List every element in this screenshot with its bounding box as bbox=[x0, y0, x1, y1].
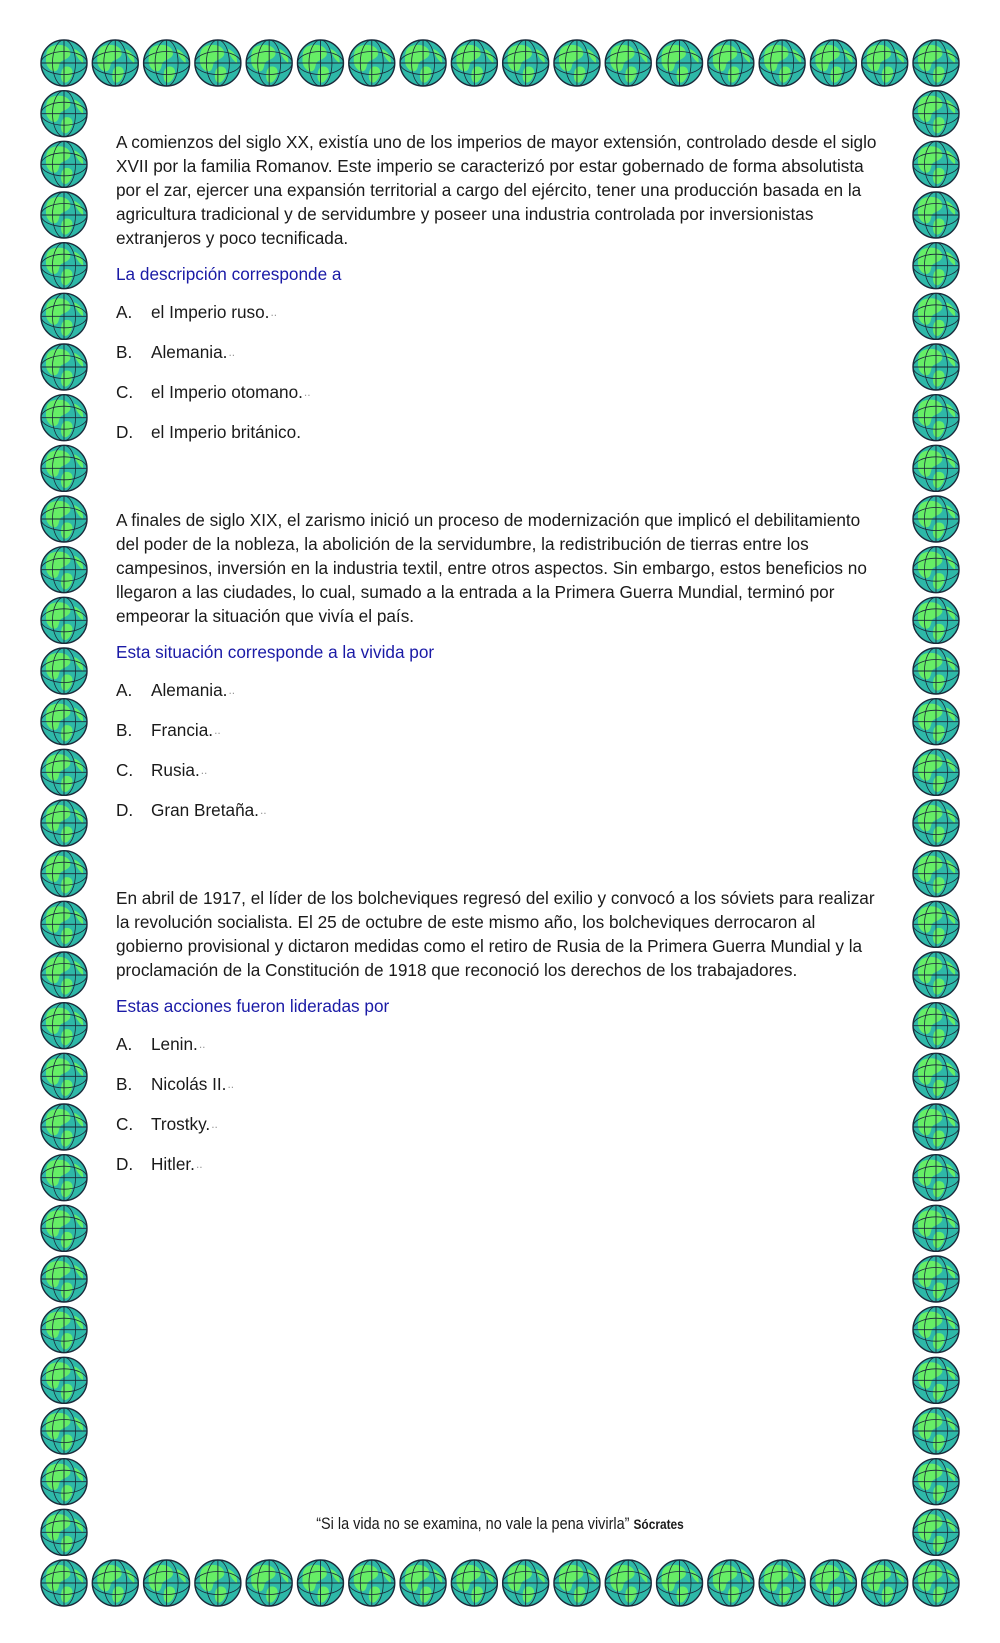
option-letter: B. bbox=[116, 1074, 133, 1094]
question-2 bbox=[116, 508, 886, 838]
globe-icon bbox=[41, 1408, 87, 1454]
globe-icon bbox=[913, 1560, 959, 1606]
globe-icon bbox=[913, 648, 959, 694]
globe-icon bbox=[913, 800, 959, 846]
globe-icon bbox=[708, 40, 754, 86]
globe-icon bbox=[913, 547, 959, 593]
globe-icon bbox=[297, 1560, 343, 1606]
globe-icon bbox=[41, 1560, 87, 1606]
globe-icon bbox=[41, 496, 87, 542]
globe-icon bbox=[41, 91, 87, 137]
globe-icon bbox=[297, 40, 343, 86]
globe-icon bbox=[503, 40, 549, 86]
option-text: Alemania. bbox=[151, 342, 228, 362]
globe-icon bbox=[913, 344, 959, 390]
globe-icon bbox=[913, 496, 959, 542]
globe-icon bbox=[913, 1003, 959, 1049]
globe-icon bbox=[554, 1560, 600, 1606]
question-3-passage: En abril de 1917, el líder de los bolcheviques regresó del exilio y convocó a los sóviets para realizar la revolución socialista. El 25 de octubre de este mismo año, los bolcheviques derrocaron al gobierno provisional y dictaron medidas como el retiro de Rusia de la Primera Guerra Mundial y la proclamación de la Constitución de 1918 que reconoció los derechos de los trabajadores. bbox=[116, 888, 875, 980]
globe-icon bbox=[92, 40, 138, 86]
globe-icon bbox=[41, 1357, 87, 1403]
option-b[interactable] bbox=[116, 340, 886, 380]
answer-marker: .. bbox=[227, 1077, 235, 1091]
globe-icon bbox=[913, 1205, 959, 1251]
globe-icon bbox=[913, 699, 959, 745]
globe-icon bbox=[913, 91, 959, 137]
globe-icon bbox=[913, 293, 959, 339]
globe-icon bbox=[195, 40, 241, 86]
globe-icon bbox=[862, 1560, 908, 1606]
globe-icon bbox=[657, 40, 703, 86]
globe-icon bbox=[195, 1560, 241, 1606]
option-letter: B. bbox=[116, 342, 133, 362]
globe-icon bbox=[913, 749, 959, 795]
option-c[interactable] bbox=[116, 1112, 886, 1152]
answer-marker: .. bbox=[214, 723, 221, 737]
option-text: el Imperio otomano. bbox=[151, 382, 303, 402]
option-b[interactable] bbox=[116, 1072, 886, 1112]
option-text: Hitler. bbox=[151, 1154, 195, 1174]
globe-icon bbox=[657, 1560, 703, 1606]
answer-marker: .. bbox=[228, 683, 236, 697]
option-text: Rusia. bbox=[151, 760, 200, 780]
question-2-prompt: Esta situación corresponde a la vivida por bbox=[116, 642, 435, 662]
option-a[interactable] bbox=[116, 300, 886, 340]
globe-icon bbox=[41, 293, 87, 339]
globe-icon bbox=[41, 648, 87, 694]
option-d[interactable] bbox=[116, 420, 886, 460]
option-letter: B. bbox=[116, 720, 133, 740]
globe-icon bbox=[605, 1560, 651, 1606]
globe-icon bbox=[913, 1155, 959, 1201]
option-text: el Imperio británico. bbox=[151, 422, 301, 442]
globe-icon bbox=[913, 901, 959, 947]
option-b[interactable] bbox=[116, 718, 886, 758]
globe-icon bbox=[810, 1560, 856, 1606]
globe-icon bbox=[41, 851, 87, 897]
globe-icon bbox=[349, 40, 395, 86]
globe-icon bbox=[913, 1053, 959, 1099]
option-letter: C. bbox=[116, 1114, 134, 1134]
answer-marker: .. bbox=[198, 1037, 206, 1051]
globe-icon bbox=[41, 192, 87, 238]
globe-icon bbox=[41, 1104, 87, 1150]
globe-icon bbox=[913, 1104, 959, 1150]
globe-icon bbox=[913, 1408, 959, 1454]
globe-icon bbox=[913, 141, 959, 187]
globe-icon bbox=[41, 952, 87, 998]
globe-icon bbox=[41, 547, 87, 593]
answer-marker: .. bbox=[228, 345, 236, 359]
question-3-options bbox=[116, 1032, 886, 1192]
globe-icon bbox=[913, 1307, 959, 1353]
globe-icon bbox=[451, 40, 497, 86]
question-3-prompt: Estas acciones fueron lideradas por bbox=[116, 996, 390, 1016]
option-d[interactable] bbox=[116, 1152, 886, 1192]
option-text: Trostky. bbox=[151, 1114, 211, 1134]
globe-icon bbox=[41, 699, 87, 745]
globe-icon bbox=[451, 1560, 497, 1606]
option-letter: D. bbox=[116, 1154, 134, 1174]
globe-icon bbox=[913, 1256, 959, 1302]
option-a[interactable] bbox=[116, 678, 886, 718]
question-1-options bbox=[116, 300, 886, 460]
globe-icon bbox=[41, 1053, 87, 1099]
globe-icon bbox=[41, 445, 87, 491]
option-letter: A. bbox=[116, 1034, 133, 1054]
globe-icon bbox=[92, 1560, 138, 1606]
globe-icon bbox=[41, 1307, 87, 1353]
question-3 bbox=[116, 886, 886, 1192]
globe-icon bbox=[144, 1560, 190, 1606]
globe-icon bbox=[503, 1560, 549, 1606]
globe-icon bbox=[41, 800, 87, 846]
globe-icon bbox=[913, 597, 959, 643]
globe-icon bbox=[41, 901, 87, 947]
answer-marker: .. bbox=[211, 1117, 218, 1131]
answer-marker: .. bbox=[195, 1157, 203, 1171]
globe-icon bbox=[400, 1560, 446, 1606]
answer-marker: .. bbox=[200, 763, 208, 777]
globe-icon bbox=[913, 851, 959, 897]
globe-icon bbox=[246, 1560, 292, 1606]
globe-icon bbox=[759, 1560, 805, 1606]
quote-text: “Si la vida no se examina, no vale la pena vivirla” bbox=[316, 1514, 630, 1533]
option-c[interactable] bbox=[116, 380, 886, 420]
answer-marker: .. bbox=[270, 305, 278, 319]
globe-icon bbox=[41, 1003, 87, 1049]
option-c[interactable] bbox=[116, 758, 886, 798]
question-2-passage: A finales de siglo XIX, el zarismo inició un proceso de modernización que implicó el debilitamiento del poder de la nobleza, la abolición de la servidumbre, la redistribución de tierras entre los campesinos, inversión en la industria textil, entre otros aspectos. Sin embargo, estos beneficios no llegaron a las ciudades, lo cual, sumado a la entrada a la Primera Guerra Mundial, terminó por empeorar la situación que vivía el país. bbox=[116, 510, 867, 626]
option-text: Francia. bbox=[151, 720, 214, 740]
option-d[interactable] bbox=[116, 798, 886, 838]
globe-icon bbox=[810, 40, 856, 86]
globe-icon bbox=[41, 1155, 87, 1201]
option-text: el Imperio ruso. bbox=[151, 302, 270, 322]
option-a[interactable] bbox=[116, 1032, 886, 1072]
globe-icon bbox=[913, 445, 959, 491]
option-letter: C. bbox=[116, 382, 134, 402]
answer-marker: .. bbox=[303, 385, 311, 399]
option-letter: D. bbox=[116, 800, 134, 820]
globe-icon bbox=[913, 952, 959, 998]
option-letter: A. bbox=[116, 302, 133, 322]
globe-icon bbox=[913, 395, 959, 441]
option-text: Gran Bretaña. bbox=[151, 800, 259, 820]
globe-icon bbox=[41, 597, 87, 643]
globe-icon bbox=[913, 1357, 959, 1403]
globe-icon bbox=[862, 40, 908, 86]
worksheet-content bbox=[116, 130, 886, 1240]
globe-icon bbox=[41, 40, 87, 86]
option-letter: D. bbox=[116, 422, 134, 442]
globe-icon bbox=[913, 192, 959, 238]
option-text: Alemania. bbox=[151, 680, 228, 700]
globe-icon bbox=[144, 40, 190, 86]
globe-icon bbox=[708, 1560, 754, 1606]
globe-icon bbox=[246, 40, 292, 86]
globe-icon bbox=[605, 40, 651, 86]
option-letter: C. bbox=[116, 760, 134, 780]
globe-icon bbox=[913, 1459, 959, 1505]
quote-author: Sócrates bbox=[633, 1516, 684, 1532]
footer-quote bbox=[75, 1514, 925, 1534]
question-2-options bbox=[116, 678, 886, 838]
globe-icon bbox=[913, 40, 959, 86]
globe-icon bbox=[913, 243, 959, 289]
question-1-passage: A comienzos del siglo XX, existía uno de los imperios de mayor extensión, controlado desde el siglo XVII por la familia Romanov. Este imperio se caracterizó por estar gobernado de forma absolutista por el zar, ejercer una expansión territorial a cargo del ejército, tener una producción basada en la agricultura tradicional y de servidumbre y poseer una industria controlada por inversionistas extranjeros y poco tecnificada. bbox=[116, 132, 877, 248]
globe-icon bbox=[41, 141, 87, 187]
globe-icon bbox=[349, 1560, 395, 1606]
answer-marker: .. bbox=[259, 803, 267, 817]
globe-icon bbox=[41, 749, 87, 795]
option-text: Nicolás II. bbox=[151, 1074, 227, 1094]
globe-icon bbox=[41, 1205, 87, 1251]
globe-icon bbox=[41, 243, 87, 289]
globe-icon bbox=[41, 395, 87, 441]
question-1 bbox=[116, 130, 886, 460]
globe-icon bbox=[554, 40, 600, 86]
globe-icon bbox=[41, 1256, 87, 1302]
globe-icon bbox=[41, 1459, 87, 1505]
question-1-prompt: La descripción corresponde a bbox=[116, 264, 342, 284]
option-letter: A. bbox=[116, 680, 133, 700]
globe-icon bbox=[400, 40, 446, 86]
option-text: Lenin. bbox=[151, 1034, 198, 1054]
globe-icon bbox=[41, 344, 87, 390]
globe-icon bbox=[759, 40, 805, 86]
